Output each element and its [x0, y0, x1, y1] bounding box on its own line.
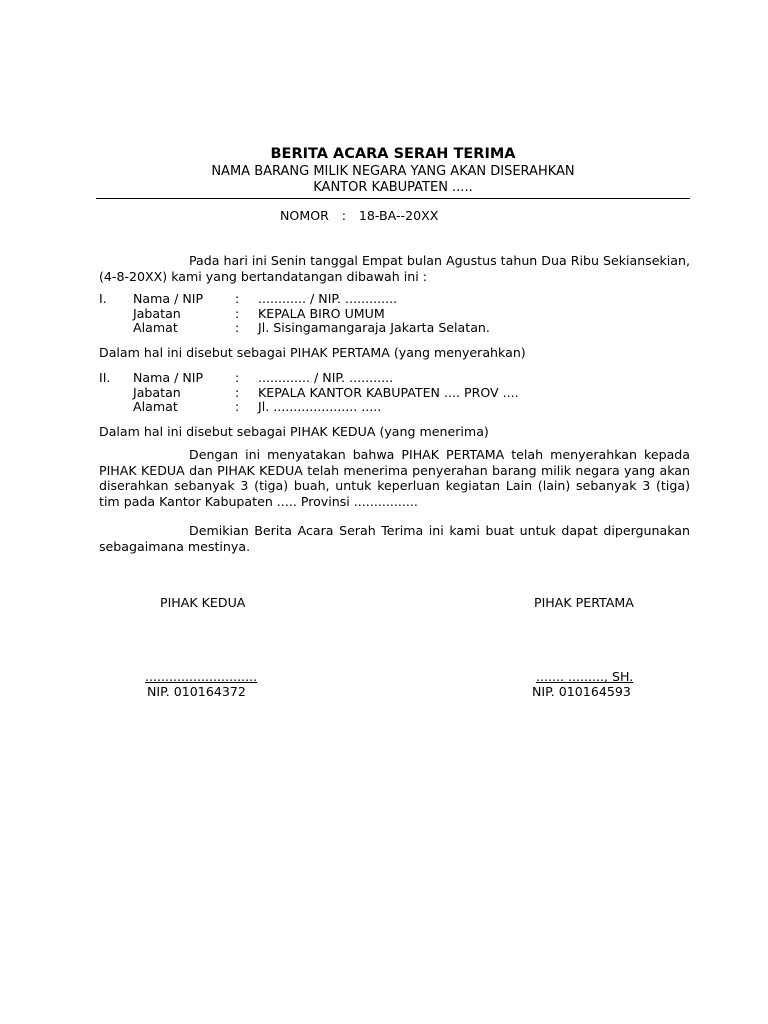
document-subtitle-1: NAMA BARANG MILIK NEGARA YANG AKAN DISERAHKAN [211, 164, 575, 179]
party1-label: Nama / NIP [133, 291, 204, 306]
party1-sep: : [235, 320, 240, 335]
nomor-label: NOMOR [280, 208, 329, 223]
nomor-value: 18-BA--20XX [358, 208, 439, 223]
party2-number: II. [99, 370, 111, 385]
signature-left-name: ............................ [145, 669, 258, 684]
party1-value: Jl. Sisingamangaraja Jakarta Selatan. [258, 320, 490, 335]
party2-row-alamat [0, 399, 768, 415]
document-number [280, 208, 438, 223]
intro-text: Pada hari ini Senin tanggal Empat bulan Agustus tahun Dua Ribu Sekiansekian, (4-8-20XX) kami yang bertandatangan dibawah ini : [99, 253, 690, 284]
body-paragraph-1 [99, 447, 690, 509]
party1-label: Alamat [133, 320, 178, 335]
party1-number: I. [99, 291, 107, 306]
party2-row-name [0, 370, 768, 386]
header-divider [96, 198, 690, 199]
party1-label: Jabatan [133, 306, 181, 321]
party2-label: Alamat [133, 399, 178, 414]
document-subtitle-2: KANTOR KABUPATEN ..... [313, 180, 473, 195]
party2-sep: : [235, 385, 240, 400]
body-text-2: Demikian Berita Acara Serah Terima ini kami buat untuk dapat dipergunakan sebagaimana mestinya. [99, 523, 690, 554]
signature-right-role: PIHAK PERTAMA [534, 595, 634, 610]
body-paragraph-2 [99, 523, 690, 554]
body-text-1: Dengan ini menyatakan bahwa PIHAK PERTAMA telah menyerahkan kepada PIHAK KEDUA dan PIHAK KEDUA telah menerima penyerahan barang milik negara yang akan diserahkan sebanyak 3 (tiga) buah, untuk keperluan kegiatan Lain (lain) sebanyak 3 (tiga) tim pada Kantor Kabupaten ..... Provinsi ................ [99, 447, 690, 509]
document-title: BERITA ACARA SERAH TERIMA [270, 146, 516, 162]
party1-value: KEPALA BIRO UMUM [258, 306, 385, 321]
party1-note: Dalam hal ini disebut sebagai PIHAK PERTAMA (yang menyerahkan) [99, 345, 526, 360]
party1-row-name [0, 291, 768, 307]
party2-value: ............. / NIP. ........... [258, 370, 394, 385]
party2-label: Nama / NIP [133, 370, 204, 385]
party2-value: Jl. ..................... ..... [258, 399, 382, 414]
nomor-separator: : [341, 208, 347, 223]
party2-sep: : [235, 370, 240, 385]
party1-row-alamat [0, 320, 768, 336]
party2-sep: : [235, 399, 240, 414]
intro-paragraph [99, 253, 690, 284]
signature-right-name: ....... ........., SH. [536, 669, 634, 684]
signature-left-nip: NIP. 010164372 [147, 684, 246, 699]
party1-value: ............ / NIP. ............. [258, 291, 398, 306]
signature-left-role: PIHAK KEDUA [160, 595, 246, 610]
signature-right-nip: NIP. 010164593 [532, 684, 631, 699]
party1-sep: : [235, 306, 240, 321]
party2-note: Dalam hal ini disebut sebagai PIHAK KEDUA (yang menerima) [99, 424, 489, 439]
party1-sep: : [235, 291, 240, 306]
party2-value: KEPALA KANTOR KABUPATEN .... PROV .... [258, 385, 519, 400]
party2-label: Jabatan [133, 385, 181, 400]
